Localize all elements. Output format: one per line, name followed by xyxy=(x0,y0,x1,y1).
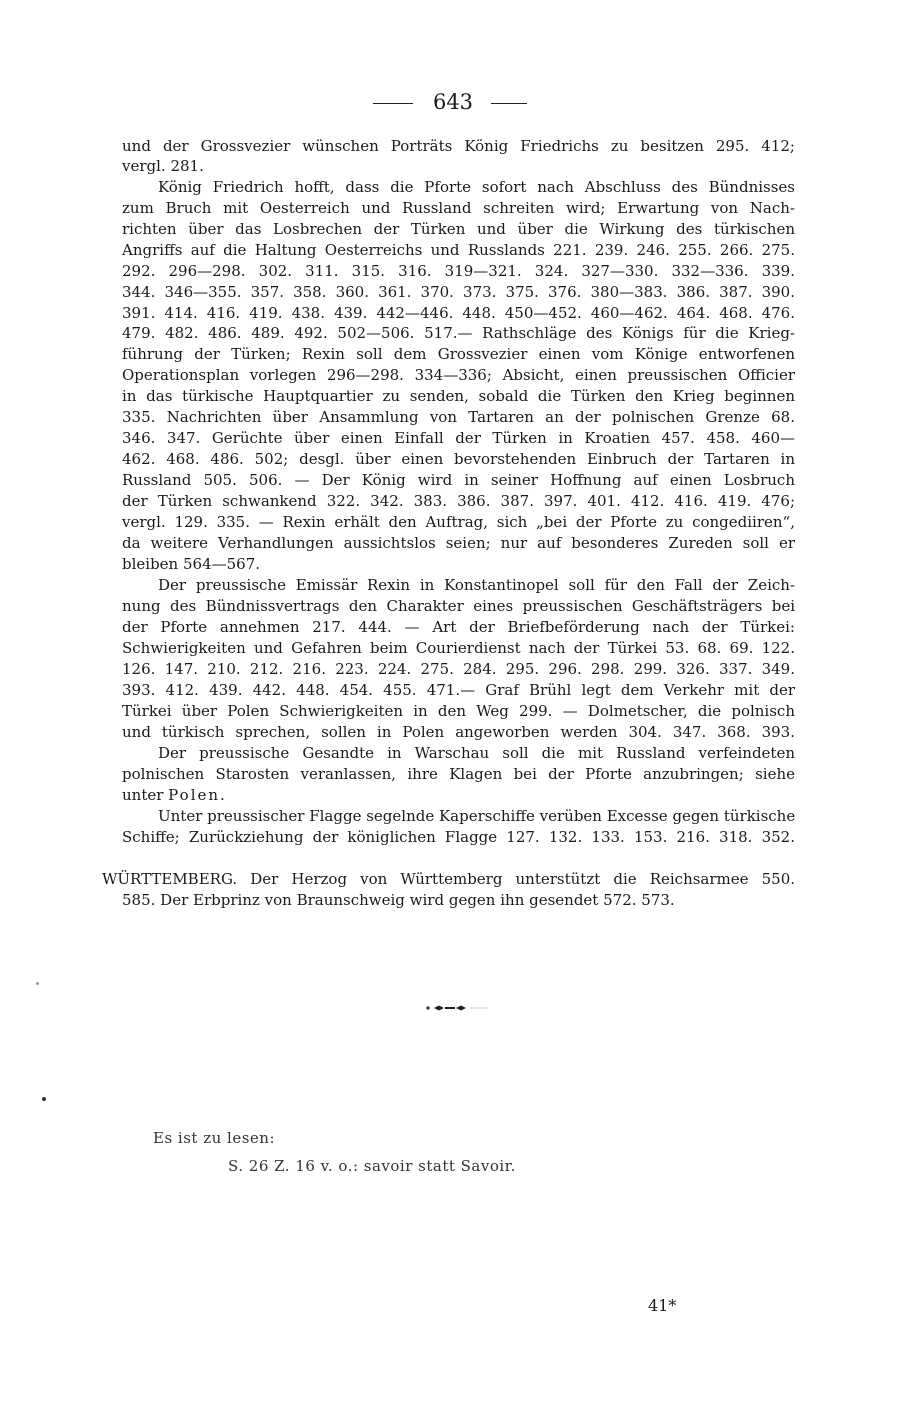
text-line: führung der Türken; Rexin soll dem Grossvezier einen vom Könige entworfenen xyxy=(122,345,795,363)
text-line: polnischen Starosten veranlassen, ihre Klagen bei der Pforte anzubringen; siehe xyxy=(122,765,795,783)
cross-reference-polen: Polen xyxy=(168,786,221,804)
text-line: der Türken schwankend 322. 342. 383. 386. 387. 397. 401. 412. 416. 419. 476; xyxy=(122,492,795,510)
text-line: zum Bruch mit Oesterreich und Russland schreiten wird; Erwartung von Nach- xyxy=(122,199,795,217)
text-line: 391. 414. 416. 419. 438. 439. 442—446. 448. 450—452. 460—462. 464. 468. 476. xyxy=(122,304,795,322)
margin-speck xyxy=(36,982,39,985)
see-under-prefix: unter xyxy=(122,786,169,804)
text-line: 462. 468. 486. 502; desgl. über einen bevorstehenden Einbruch der Tartaren in xyxy=(122,450,795,468)
text-line: vergl. 129. 335. — Rexin erhält den Auftrag, sich „bei der Pforte zu congediiren“, xyxy=(122,513,795,531)
text-line: WÜRTTEMBERG. Der Herzog von Württemberg unterstützt die Reichsarmee 550. xyxy=(102,870,795,888)
text-line: 585. Der Erbprinz von Braunschweig wird gegen ihn gesendet 572. 573. xyxy=(122,891,675,909)
errata-heading: Es ist zu lesen: xyxy=(153,1129,276,1147)
text-line: Angriffs auf die Haltung Oesterreichs und Russlands 221. 239. 246. 255. 266. 275. xyxy=(122,241,795,259)
margin-speck xyxy=(42,1097,46,1101)
text-line: Schiffe; Zurückziehung der königlichen Flagge 127. 132. 133. 153. 216. 318. 352. xyxy=(122,828,795,846)
text-line: 346. 347. Gerüchte über einen Einfall der Türken in Kroatien 457. 458. 460— xyxy=(122,429,795,447)
text-line: bleiben 564—567. xyxy=(122,555,261,573)
signature-mark: 41* xyxy=(648,1296,677,1315)
header-rule-left xyxy=(373,103,413,104)
text-line: vergl. 281. xyxy=(122,157,204,175)
text-line: 292. 296—298. 302. 311. 315. 316. 319—321. 324. 327—330. 332—336. 339. xyxy=(122,262,795,280)
text-line: Der preussische Emissär Rexin in Konstantinopel soll für den Fall der Zeich- xyxy=(158,576,795,594)
text-line: 335. Nachrichten über Ansammlung von Tartaren an der polnischen Grenze 68. xyxy=(122,408,795,426)
text-line: 393. 412. 439. 442. 448. 454. 455. 471.— Graf Brühl legt dem Verkehr mit der xyxy=(122,681,795,699)
text-line: Russland 505. 506. — Der König wird in seiner Hoffnung auf einen Losbruch xyxy=(122,471,795,489)
text-line: Schwierigkeiten und Gefahren beim Courierdienst nach der Türkei 53. 68. 69. 122. xyxy=(122,639,795,657)
text-line: Der preussische Gesandte in Warschau soll die mit Russland verfeindeten xyxy=(158,744,795,762)
page-number: 643 xyxy=(432,90,474,114)
text-line: da weitere Verhandlungen aussichtslos seien; nur auf besonderes Zureden soll er xyxy=(122,534,795,552)
cross-reference-line xyxy=(122,785,225,805)
text-line: König Friedrich hofft, dass die Pforte sofort nach Abschluss des Bündnisses xyxy=(158,178,795,196)
errata-entry: S. 26 Z. 16 v. o.: savoir statt Savoir. xyxy=(228,1157,516,1175)
header-rule-right xyxy=(491,103,527,104)
text-line: der Pforte annehmen 217. 444. — Art der Briefbeförderung nach der Türkei: xyxy=(122,618,795,636)
text-line: und türkisch sprechen, sollen in Polen angeworben werden 304. 347. 368. 393. xyxy=(122,723,795,741)
text-line: richten über das Losbrechen der Türken und über die Wirkung des türkischen xyxy=(122,220,795,238)
see-under-suffix: . xyxy=(220,786,225,804)
text-line: 344. 346—355. 357. 358. 360. 361. 370. 373. 375. 376. 380—383. 386. 387. 390. xyxy=(122,283,795,301)
text-line: 126. 147. 210. 212. 216. 223. 224. 275. 284. 295. 296. 298. 299. 326. 337. 349. xyxy=(122,660,795,678)
text-line: 479. 482. 486. 489. 492. 502—506. 517.— Rathschläge des Königs für die Krieg- xyxy=(122,324,795,342)
text-line: Türkei über Polen Schwierigkeiten in den Weg 299. — Dolmetscher, die polnisch xyxy=(122,702,795,720)
section-end-ornament xyxy=(422,1002,492,1014)
text-line: nung des Bündnissvertrags den Charakter eines preussischen Geschäftsträgers bei xyxy=(122,597,795,615)
text-line: in das türkische Hauptquartier zu senden, sobald die Türken den Krieg beginnen xyxy=(122,387,795,405)
text-line: Unter preussischer Flagge segelnde Kaperschiffe verüben Excesse gegen türkische xyxy=(158,807,796,825)
text-line: Operationsplan vorlegen 296—298. 334—336; Absicht, einen preussischen Officier xyxy=(122,366,795,384)
text-line: und der Grossvezier wünschen Porträts König Friedrichs zu besitzen 295. 412; xyxy=(122,137,795,155)
